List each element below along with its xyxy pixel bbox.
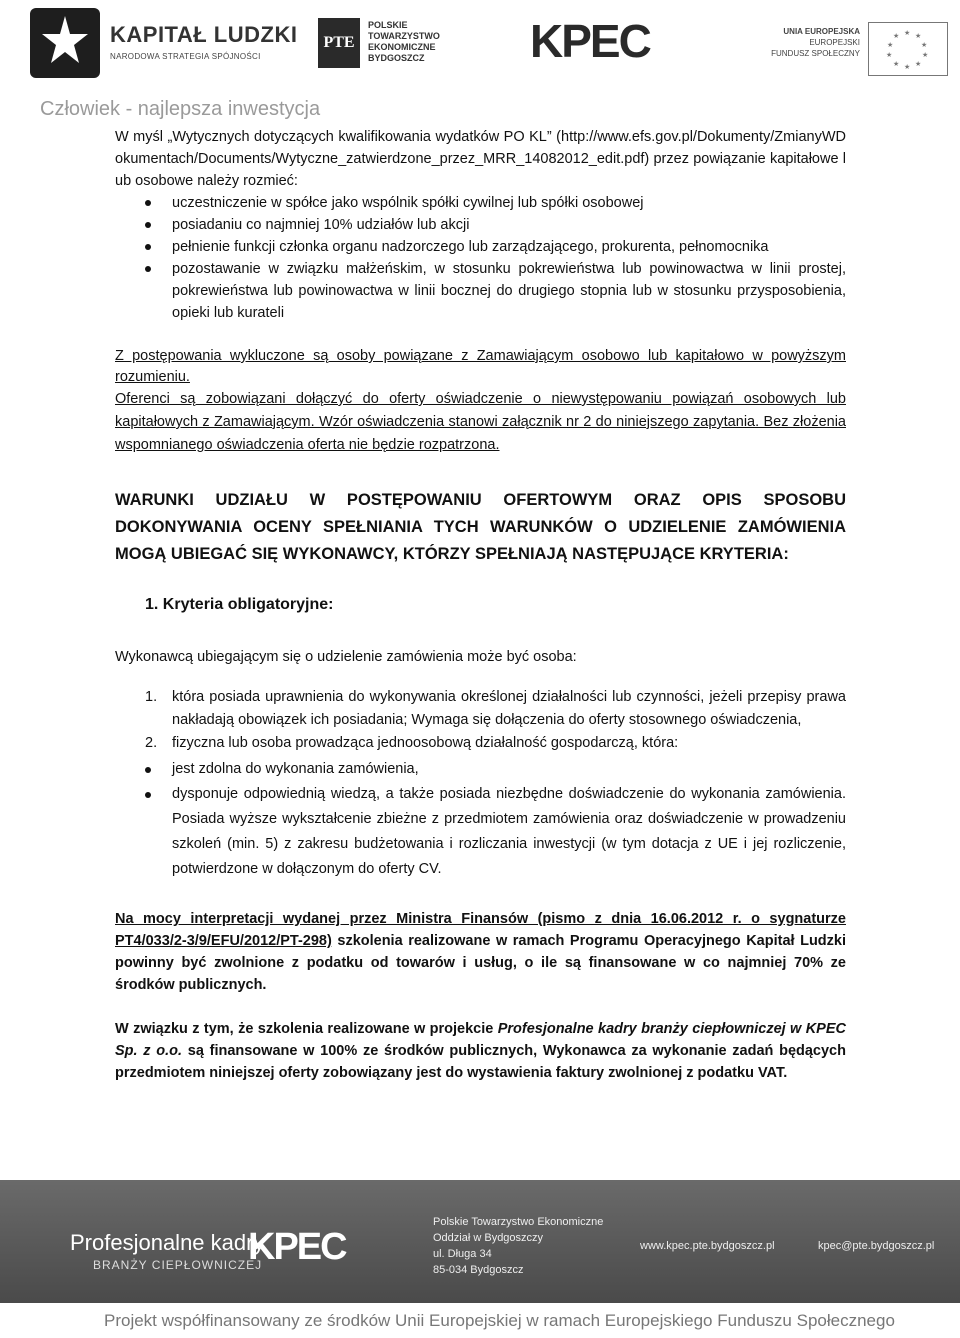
pte-line: TOWARZYSTWO: [368, 31, 440, 41]
eu-logo: [770, 22, 950, 72]
footer-address: [433, 1214, 603, 1278]
tax-paragraph: [115, 908, 846, 996]
intro-text: W myśl „Wytycznych dotyczących kwalifikowania wydatków PO KL” (http://www.efs.gov.pl/Dokumenty/ZmianyWDokumentach/Documents/Wytyczne_zatwierdzone_przez_MRR_14082012_edit.pdf) przez powiązanie kapitałowe lub osobowe należy rozmieć:: [115, 129, 846, 189]
funding-note: Projekt współfinansowany ze środków Unii Europejskiej w ramach Europejskiego Funduszu Społecznego: [104, 1311, 895, 1330]
bullet-icon: [145, 767, 151, 773]
address-line: Polskie Towarzystwo Ekonomiczne: [433, 1216, 604, 1228]
exclusion-paragraph: Z postępowania wykluczone są osoby powiązane z Zamawiającym osobowo lub kapitałowo w powyższym rozumieniu.: [115, 348, 846, 385]
address-line: Oddział w Bydgoszczy: [433, 1232, 544, 1244]
bullet-icon: [145, 200, 151, 206]
pte-line: BYDGOSZCZ: [368, 53, 425, 63]
bullet-icon: [145, 792, 151, 798]
list-item: [115, 757, 846, 782]
kapital-ludzki-title: KAPITAŁ LUDZKI: [110, 22, 298, 47]
pte-line: EKONOMICZNE: [368, 42, 436, 52]
list-item-text: pełnienie funkcji członka organu nadzorczego lub zarządzającego, prokurenta, pełnomocnika: [172, 239, 769, 255]
list-item-text: posiadaniu co najmniej 10% udziałów lub akcji: [172, 217, 470, 233]
item-number: 1.: [145, 689, 158, 705]
eu-text: [770, 26, 860, 59]
tax-reference: Na mocy interpretacji wydanej przez Ministra Finansów (pismo z dnia 16.06.2012 r. o sygnaturze PT4/033/2-3/9/EFU/2012/PT-298): [115, 911, 846, 949]
numbered-item: [115, 686, 846, 732]
bullet-icon: [145, 266, 151, 272]
list-item-text: uczestniczenie w spółce jako wspólnik spółki cywilnej lub spółki osobowej: [172, 195, 644, 211]
bullet-icon: [145, 244, 151, 250]
criteria-numbered-list: [115, 686, 846, 755]
eu-line: FUNDUSZ SPOŁECZNY: [771, 49, 860, 58]
address-line: 85-034 Bydgoszcz: [433, 1264, 524, 1276]
intro-section: [115, 126, 846, 324]
section-heading: WARUNKI UDZIAŁU W POSTĘPOWANIU OFERTOWYM ORAZ OPIS SPOSOBU DOKONYWANIA OCENY SPEŁNIANIA TYCH WARUNKÓW O UDZIELENIE ZAMÓWIENIA MOGĄ UBIEGAĆ SIĘ WYKONAWCY, KTÓRZY SPEŁNIAJĄ NASTĘPUJĄCE KRYTERIA:: [115, 491, 846, 563]
connection-list: [115, 192, 846, 324]
criteria-bullet-list: [115, 757, 846, 882]
numbered-item: [115, 732, 846, 755]
eu-flag-icon: ★ ★ ★ ★ ★ ★ ★ ★ ★ ★: [868, 22, 948, 76]
list-item: [115, 214, 846, 236]
kapital-ludzki-emblem-icon: [30, 8, 100, 78]
list-item-text: dysponuje odpowiednią wiedzą, a także posiada niezbędne doświadczenie do wykonania zamówienia. Posiada wyższe wykształcenie zbieżne z przedmiotem zamówienia oraz doświadczenie w prowadzeniu szkoleń (min. 5) z zakresu budżetowania i rozliczania inwestycji (w tym dotacja z UE i jej rozliczenie, potwierdzone w dołączonym do oferty CV.: [172, 786, 846, 877]
kapital-ludzki-logo: [30, 8, 298, 78]
eu-line: EUROPEJSKI: [809, 38, 860, 47]
criteria-intro: Wykonawcą ubiegającym się o udzielenie zamówienia może być osoba:: [115, 649, 577, 665]
page-header: [0, 0, 960, 125]
tax-text: szkolenia realizowane w ramach Programu Operacyjnego Kapitał Ludzki powinny być zwolnione z podatku od towarów i usług, o ile są finansowane w co najmniej 70% ze środków publicznych.: [115, 933, 846, 993]
pte-line: POLSKIE: [368, 20, 408, 30]
item-number: 2.: [145, 735, 158, 751]
list-item-text: jest zdolna do wykonania zamówienia,: [172, 761, 419, 777]
final-paragraph: [115, 1018, 846, 1084]
footer-brand-sub: BRANŻY CIEPŁOWNICZEJ: [93, 1258, 263, 1272]
address-line: ul. Długa 34: [433, 1248, 492, 1260]
list-item: [115, 258, 846, 324]
footer-website: www.kpec.pte.bydgoszcz.pl: [640, 1240, 775, 1252]
item-text: która posiada uprawnienia do wykonywania określonej działalności lub czynności, jeżeli przepisy prawa nakładają obowiązek ich posiadania; Wymaga się dołączenia do oferty stosownego oświadczenia,: [172, 689, 846, 728]
pte-logo: [318, 18, 508, 68]
item-text: fizyczna lub osoba prowadząca jednoosobową działalność gospodarczą, która:: [172, 735, 679, 751]
footer-kpec-logo: KPEC: [248, 1226, 346, 1268]
bullet-icon: [145, 222, 151, 228]
final-lead: W związku z tym, że szkolenia realizowane w projekcie: [115, 1021, 498, 1037]
list-item-text: pozostawanie w związku małżeńskim, w stosunku pokrewieństwa lub powinowactwa w linii prostej, pokrewieństwa lub powinowactwa w linii bocznej do drugiego stopnia lub w stosunku przysposobienia, opieki lub kurateli: [172, 261, 846, 321]
footer-email: kpec@pte.bydgoszcz.pl: [818, 1240, 935, 1252]
statement-paragraph: Oferenci są zobowiązani dołączyć do oferty oświadczenie o niewystępowaniu powiązań osobowych lub kapitałowych z Zamawiającym. Wzór oświadczenia stanowi załącznik nr 2 do niniejszego zapytania. Bez złożenia wspomnianego oświadczenia oferta nie będzie rozpatrzona.: [115, 391, 846, 453]
footer-brand: Profesjonalne kadry: [70, 1230, 265, 1255]
list-item: [115, 192, 846, 214]
eu-line: UNIA EUROPEJSKA: [783, 27, 860, 36]
kapital-ludzki-subtitle: NARODOWA STRATEGIA SPÓJNOŚCI: [110, 52, 261, 61]
document-body: [115, 126, 846, 1084]
pte-name: [368, 20, 440, 64]
page-footer: [0, 1180, 960, 1303]
tagline: Człowiek - najlepsza inwestycja: [40, 98, 321, 120]
project-name: Profesjonalne kadry branży ciepłowniczej w KPEC Sp. z o.o.: [115, 1021, 846, 1059]
list-item: [115, 236, 846, 258]
pte-emblem: PTE: [318, 18, 360, 68]
final-text: są finansowane w 100% ze środków publicznych, Wykonawca za wykonanie zadań będących przedmiotem niniejszej oferty zobowiązany jest do wystawienia faktury zwolnionej z podatku VAT.: [115, 1043, 846, 1081]
list-item: [115, 782, 846, 882]
kpec-logo: KPEC: [530, 15, 650, 67]
criteria-heading: 1. Kryteria obligatoryjne:: [145, 596, 334, 613]
